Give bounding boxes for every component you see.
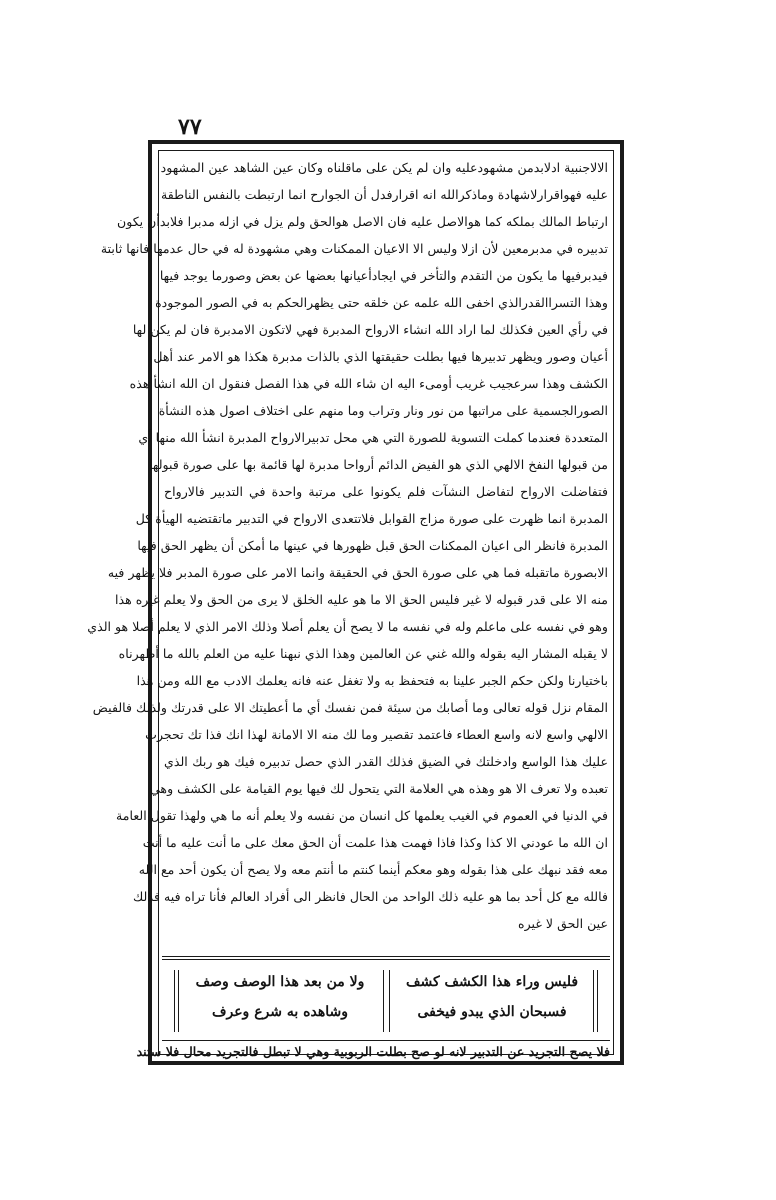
poem-block (174, 970, 598, 1032)
text-line: منه الا على قدر قبوله لا غير فليس الحق الا ما هو عليه الخلق لا يرى من الحق ولا يعلم غيره هذا (114, 592, 608, 607)
main-text-block (87, 154, 608, 937)
text-line: باختيارنا ولكن حكم الجبر علينا به فتحفظ به ولا تغفل عنه فانه يعلمك الادب مع الله ومن هذا (136, 673, 608, 688)
text-line: ان الله ما عودني الا كذا وكذا فاذا فهمت هذا علمت أن الحق معك على ما أنت عليه ما أنت (142, 835, 608, 850)
poem-top-rule-double (162, 959, 610, 960)
text-line: عليك هذا الواسع وادخلتك في الضيق فذلك القدر الذي حصل تدبيره فيك هو ربك الذي (164, 754, 608, 769)
text-line: الكشف وهذا سرعجيب غريب أومىء اليه ان شاء الله في هذا الفصل فنقول ان الله انشأ هذه (129, 376, 608, 391)
text-line: فالله مع كل أحد بما هو عليه ذلك الواحد من الحال فانظر الى أفراد العالم فأنا تراه فيه فذلك (132, 889, 608, 904)
footer-rule (162, 1040, 610, 1041)
text-line: فتفاضلت الارواح لتفاضل النشآت فلم يكونوا على مرتبة واحدة في التدبير فالارواح (164, 484, 608, 499)
text-line: تدبيره في مدبرمعين لأن ازلا وليس الا الاعيان الممكنات وهي مشهودة له في حال عدمها فانها ثابتة (100, 241, 608, 256)
poem-hemistich: فليس وراء هذا الكشف كشف (406, 974, 579, 990)
poem-divider (174, 970, 175, 1032)
text-line: المدبرة فانظر الى اعيان الممكنات الحق قبل ظهورها في عينها ما أمكن أن يظهر الحق فيها (137, 538, 608, 553)
text-line: المتعددة فعندما كملت التسوية للصورة التي هي محل تدبيرالارواح المدبرة انشأ الله منها أي (138, 430, 608, 445)
text-line: أعيان وصور ويظهر تدبيرها فيها بطلت حقيقتها الذي بالذات مدبرة هكذا هو الامر عند أهل (153, 349, 608, 364)
poem-top-rule (162, 956, 610, 957)
page-frame (87, 140, 624, 1065)
text-line: لا يقبله المشار اليه بقوله والله غني عن العالمين وهذا الذي نبهنا عليه من العلم بالله ما أظهرناه (118, 646, 608, 661)
poem-hemistich: وشاهده به شرع وعرف (211, 1004, 348, 1020)
text-line: الالهي واسع لانه واسع العطاء فاعتمد تقصير وما لك منه الا الامانة لهذا انك فذا تك تحجرت (145, 727, 608, 742)
text-line: معه فقد نبهك على هذا بقوله وهو معكم أينما كنتم ما أنتم معه ولا يصح أن يكون أحد مع الله (138, 862, 608, 877)
text-line: من قبولها النفخ الالهي الذي هو الفيض الدائم أرواحا مدبرة لها قائمة بها على صورة قبولها (149, 457, 608, 472)
text-line: في الدنيا في العموم في الغيب يعلمها كل انسان من نفسه ولا يعلم أنه ما هي ولهذا تقول العامة (116, 808, 608, 823)
poem-divider (178, 970, 179, 1032)
page-number: ٧٧ (178, 114, 202, 140)
poem-divider (389, 970, 390, 1032)
text-line-final: عين الحق لا غيره (518, 916, 608, 931)
text-line: المقام نزل قوله تعالى وما أصابك من سيئة فمن نفسك أي ما أعطيتك الا على قدرتك ولذلك فالفيض (92, 700, 608, 715)
text-line: في رأي العين فكذلك لما اراد الله انشاء الارواح المدبرة فهي لاتكون الامدبرة فان لم يكن لها (132, 322, 608, 337)
poem-hemistich: ولا من بعد هذا الوصف وصف (195, 974, 365, 990)
text-line: الابصورة ماتقبله فما هي على صورة الحق في الحقيقة وانما الامر على صورة المدبر فلا يظهر فيه (107, 565, 608, 580)
text-line: الصورالجسمية على مراتبها من نور ونار وتراب وما منهم على اختلاف اصول هذه النشأة (158, 403, 608, 418)
poem-divider (597, 970, 598, 1032)
text-line: ارتباط المالك بملكه كما هوالاصل عليه فان الاصل هوالحق ولم يزل في ازله مدبرا فلابدأن يكون (116, 214, 608, 229)
poem-divider (383, 970, 384, 1032)
text-line: الالاجنبية ادلابدمن مشهودعلیه وان لم يكن على ماقلناه وكان عين الشاهد عين المشهود (160, 160, 608, 175)
poem-hemistich: فسبحان الذي يبدو فيخفى (417, 1004, 567, 1020)
footer-text-line: فلا يصح التجريد عن التدبير لانه لو صح بطلت الربوبية وهي لا تبطل فالتجريد محال فلا ستند (136, 1044, 610, 1059)
text-line: فيدبرفيها ما يكون من التقدم والتأخر في ايجادأعيانها بعضها عن بعض وصورما يوجد فيها (159, 268, 608, 283)
text-line: تعبده ولا تعرف الا هو وهذه هي العلامة التي يتحول لك فيها يوم القيامة على الكشف وهي (149, 781, 608, 796)
text-line: المدبرة انما ظهرت على صورة مزاج القوابل فلاتتعدى الارواح في التدبير ماتقتضيه الهيأة كل (135, 511, 608, 526)
text-line: وهو في نفسه على ماعلم وله في نفسه ما لا يصح أن يعلم أصلا وذلك الامر الذي لا يعلم أصلا هو الذي (87, 619, 608, 634)
poem-divider (593, 970, 594, 1032)
text-line: عليه فهواقرارلاشهادة وماذكرالله انه اقرارفدل أن الجوارح انما ارتبطت بالنفس الناطقة (161, 187, 608, 202)
text-line: وهذا التسراالقدرالذي اخفى الله علمه عن خلقه حتى يظهرالحكم به في الصور الموجودة (155, 295, 608, 310)
